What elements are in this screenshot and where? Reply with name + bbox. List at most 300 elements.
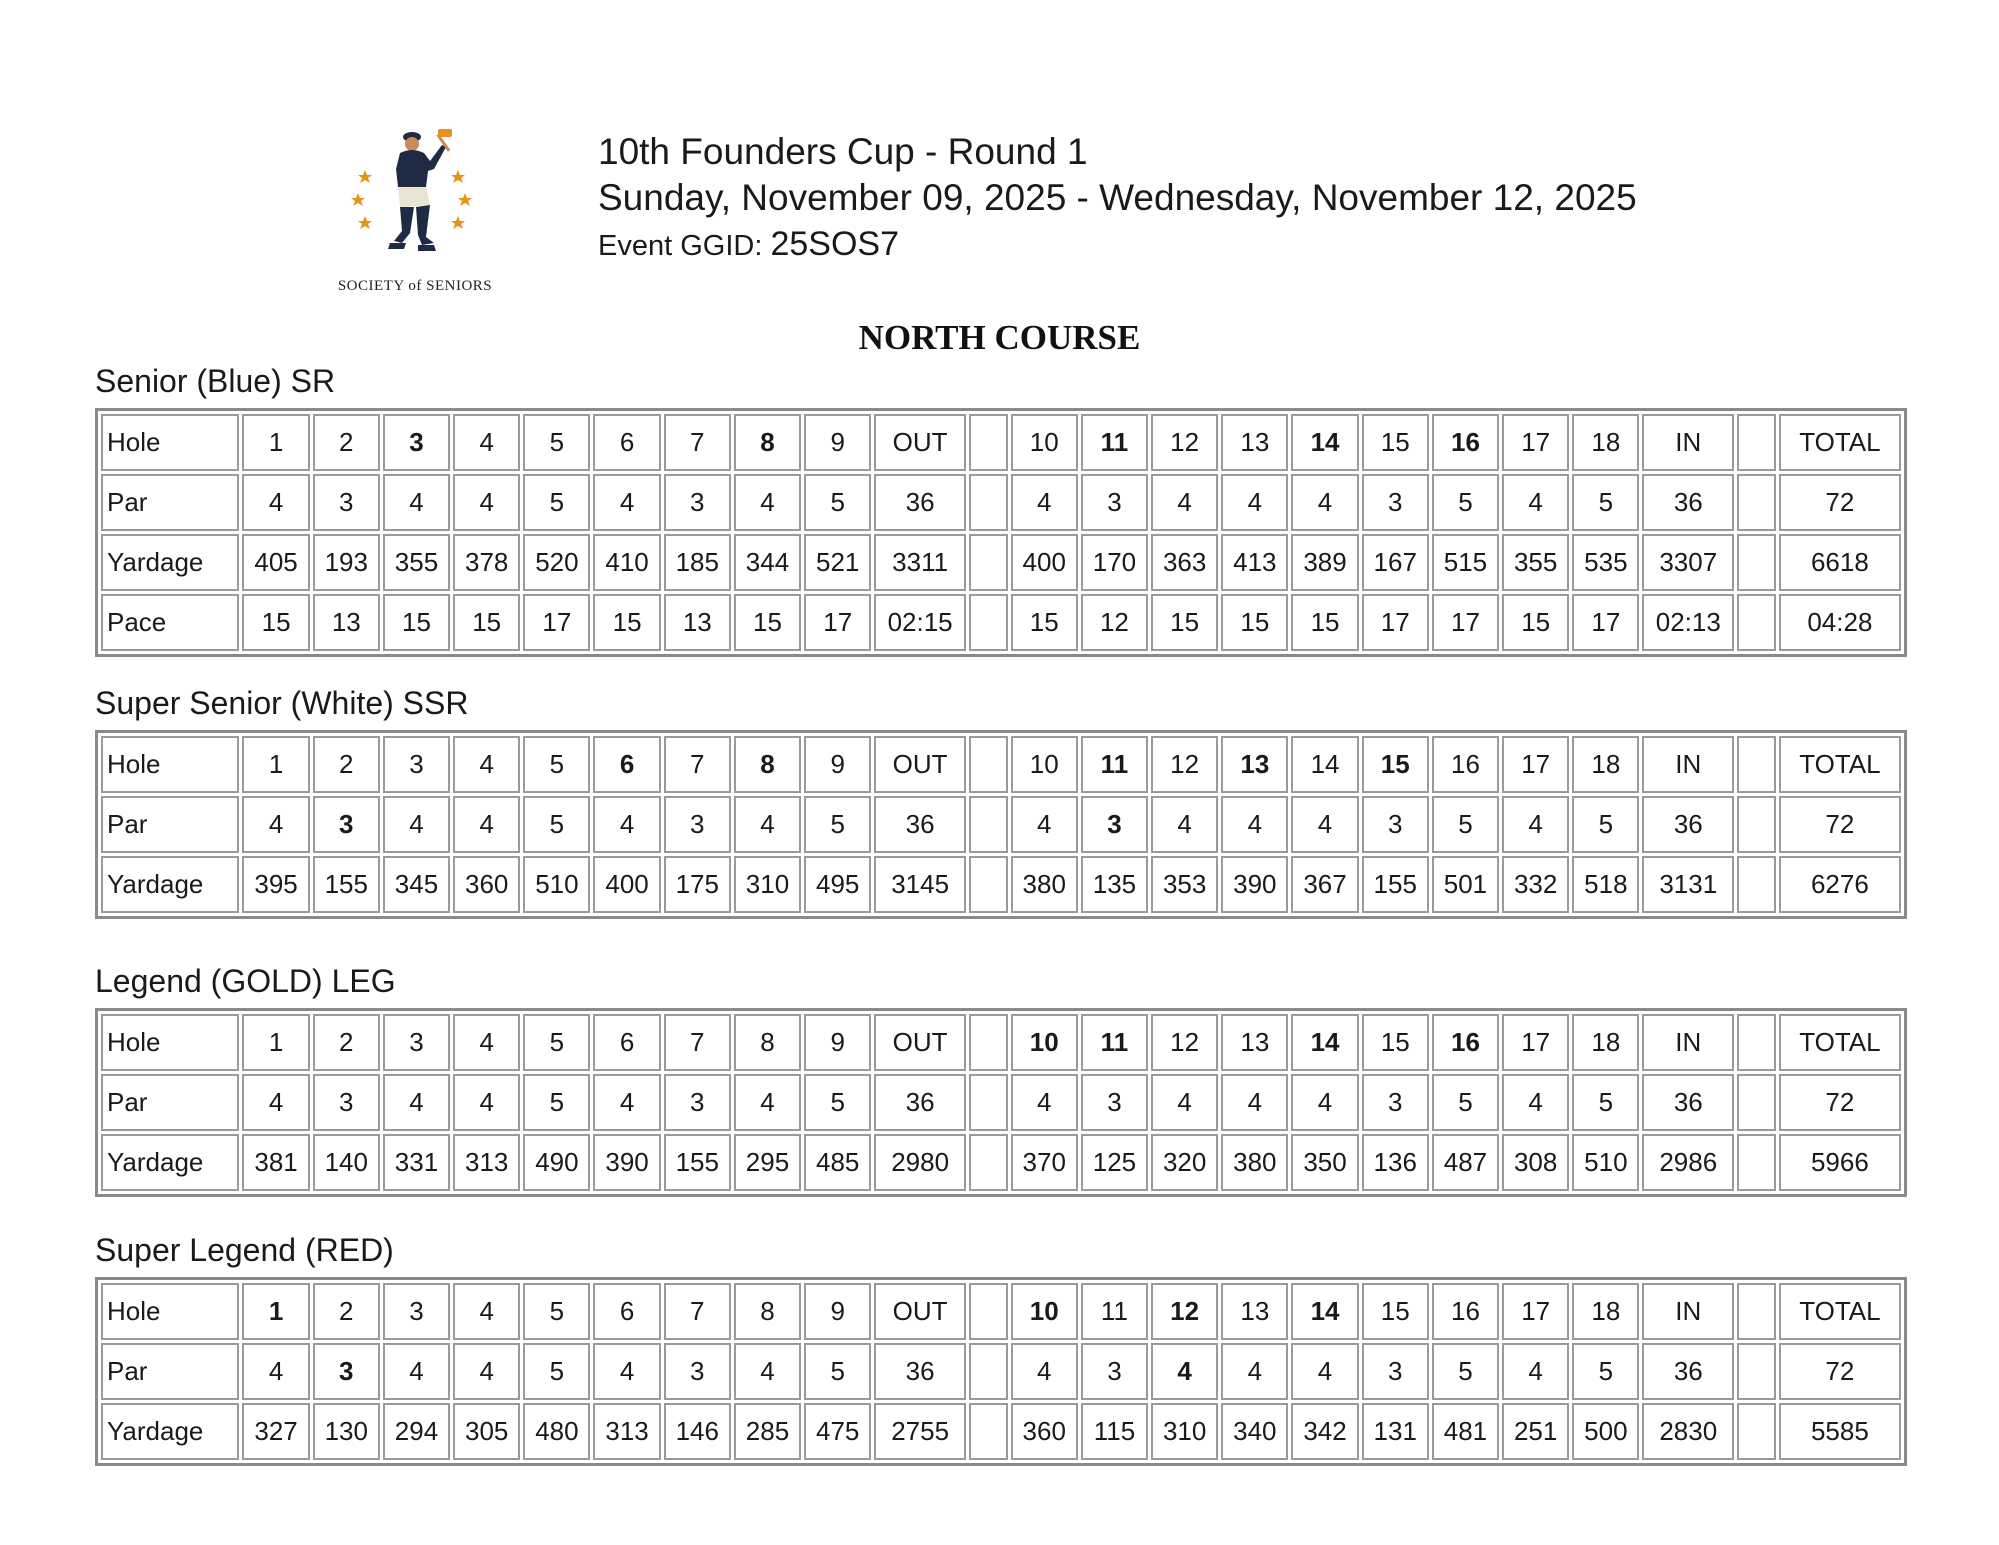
table-cell: 400 [1011, 534, 1078, 591]
table-cell: 3 [1081, 1343, 1148, 1400]
row-label: Yardage [101, 534, 239, 591]
table-cell: 4 [242, 1074, 309, 1131]
table-cell: 360 [453, 856, 520, 913]
row-label: Hole [101, 736, 239, 793]
table-cell: IN [1642, 736, 1734, 793]
table-cell: 15 [383, 594, 450, 651]
table-cell: 3 [1362, 474, 1429, 531]
table-cell: 5 [804, 474, 871, 531]
table-cell: 2755 [874, 1403, 966, 1460]
table-cell: 389 [1291, 534, 1358, 591]
table-cell: 15 [734, 594, 801, 651]
table-cell: 353 [1151, 856, 1218, 913]
table-cell: 295 [734, 1134, 801, 1191]
table-cell: TOTAL [1779, 1014, 1901, 1071]
table-cell: 3 [383, 414, 450, 471]
table-cell: 4 [1151, 1074, 1218, 1131]
spacer-cell [1737, 1283, 1776, 1340]
table-cell: 4 [1011, 1343, 1078, 1400]
spacer-cell [1737, 1074, 1776, 1131]
table-cell: 4 [1291, 474, 1358, 531]
table-cell: 487 [1432, 1134, 1499, 1191]
table-cell: 12 [1151, 736, 1218, 793]
table-cell: IN [1642, 1014, 1734, 1071]
table-cell: 15 [593, 594, 660, 651]
table-cell: 5 [523, 474, 590, 531]
header-row [101, 1283, 1901, 1340]
table-cell: 405 [242, 534, 309, 591]
table-cell: 3307 [1642, 534, 1734, 591]
table-cell: 480 [523, 1403, 590, 1460]
table-cell: 15 [453, 594, 520, 651]
table-cell: 136 [1362, 1134, 1429, 1191]
table-cell: 510 [1572, 1134, 1639, 1191]
table-cell: 410 [593, 534, 660, 591]
spacer-cell [969, 534, 1008, 591]
table-cell: TOTAL [1779, 414, 1901, 471]
table-cell: 9 [804, 1014, 871, 1071]
society-of-seniors-logo [330, 125, 500, 300]
table-cell: 340 [1221, 1403, 1288, 1460]
table-cell: 11 [1081, 736, 1148, 793]
table-cell: 4 [734, 474, 801, 531]
spacer-cell [969, 736, 1008, 793]
table-cell: 16 [1432, 1283, 1499, 1340]
table-cell: IN [1642, 1283, 1734, 1340]
table-cell: 4 [1502, 474, 1569, 531]
table-cell: 5 [1572, 1343, 1639, 1400]
spacer-cell [1737, 1343, 1776, 1400]
table-cell: 4 [1502, 1074, 1569, 1131]
table-cell: 3 [664, 1074, 731, 1131]
table-cell: 193 [313, 534, 380, 591]
table-cell: 521 [804, 534, 871, 591]
table-cell: 3 [1362, 1343, 1429, 1400]
table-cell: 3 [1081, 474, 1148, 531]
table-cell: 36 [1642, 474, 1734, 531]
table-cell: 4 [593, 1074, 660, 1131]
table-cell: 02:15 [874, 594, 966, 651]
table-cell: 9 [804, 414, 871, 471]
table-cell: 3131 [1642, 856, 1734, 913]
table-cell: 331 [383, 1134, 450, 1191]
table-cell: 5966 [1779, 1134, 1901, 1191]
table-cell: 370 [1011, 1134, 1078, 1191]
table-cell: 7 [664, 1014, 731, 1071]
table-cell: 378 [453, 534, 520, 591]
table-cell: 36 [1642, 1343, 1734, 1400]
tee-title: Super Legend (RED) [95, 1232, 394, 1268]
table-cell: 520 [523, 534, 590, 591]
table-cell: 5 [1572, 796, 1639, 853]
table-cell: 8 [734, 736, 801, 793]
table-cell: 3 [1362, 1074, 1429, 1131]
table-cell: 294 [383, 1403, 450, 1460]
table-row [101, 1074, 1901, 1131]
table-cell: 500 [1572, 1403, 1639, 1460]
table-cell: 36 [874, 796, 966, 853]
row-label: Yardage [101, 1403, 239, 1460]
spacer-cell [1737, 534, 1776, 591]
row-label: Hole [101, 1014, 239, 1071]
table-cell: 72 [1779, 796, 1901, 853]
table-cell: 380 [1221, 1134, 1288, 1191]
table-cell: 2 [313, 1283, 380, 1340]
table-cell: 17 [1502, 736, 1569, 793]
table-cell: 342 [1291, 1403, 1358, 1460]
table-cell: 9 [804, 1283, 871, 1340]
tee-title: Super Senior (White) SSR [95, 685, 469, 721]
table-cell: 17 [1502, 1283, 1569, 1340]
table-row [101, 534, 1901, 591]
table-cell: 5 [804, 1343, 871, 1400]
spacer-cell [1737, 736, 1776, 793]
table-cell: 17 [523, 594, 590, 651]
table-cell: 15 [1362, 736, 1429, 793]
org-name: SOCIETY of SENIORS [337, 278, 493, 294]
table-cell: 5 [523, 1014, 590, 1071]
table-cell: 6 [593, 1283, 660, 1340]
table-cell: 390 [1221, 856, 1288, 913]
table-cell: 135 [1081, 856, 1148, 913]
table-cell: 3 [383, 1014, 450, 1071]
table-cell: 10 [1011, 736, 1078, 793]
tee-title: Senior (Blue) SR [95, 363, 336, 399]
table-cell: 3 [1362, 796, 1429, 853]
table-cell: 5 [523, 1283, 590, 1340]
table-cell: 16 [1432, 1014, 1499, 1071]
table-cell: 15 [1011, 594, 1078, 651]
table-cell: 3 [664, 796, 731, 853]
table-cell: 130 [313, 1403, 380, 1460]
table-cell: 18 [1572, 1283, 1639, 1340]
course-title: NORTH COURSE [858, 318, 1141, 357]
table-cell: 14 [1291, 736, 1358, 793]
spacer-cell [969, 474, 1008, 531]
table-cell: 125 [1081, 1134, 1148, 1191]
spacer-cell [1737, 1403, 1776, 1460]
table-cell: 4 [242, 474, 309, 531]
table-cell: 3311 [874, 534, 966, 591]
table-cell: 2 [313, 414, 380, 471]
table-cell: 285 [734, 1403, 801, 1460]
table-cell: 14 [1291, 1283, 1358, 1340]
table-cell: 5 [523, 414, 590, 471]
table-cell: 15 [1291, 594, 1358, 651]
table-cell: 13 [664, 594, 731, 651]
table-cell: 4 [593, 474, 660, 531]
table-cell: 3 [1081, 1074, 1148, 1131]
table-cell: 72 [1779, 474, 1901, 531]
table-cell: 12 [1151, 1014, 1218, 1071]
table-cell: OUT [874, 1283, 966, 1340]
tee-title: Legend (GOLD) LEG [95, 963, 396, 999]
table-cell: 15 [1502, 594, 1569, 651]
table-cell: 18 [1572, 736, 1639, 793]
table-cell: 1 [242, 1014, 309, 1071]
table-cell: 481 [1432, 1403, 1499, 1460]
table-cell: 04:28 [1779, 594, 1901, 651]
table-cell: 7 [664, 1283, 731, 1340]
table-cell: 18 [1572, 1014, 1639, 1071]
table-cell: 5 [523, 796, 590, 853]
table-cell: 36 [874, 1074, 966, 1131]
row-label: Par [101, 474, 239, 531]
spacer-cell [1737, 856, 1776, 913]
table-cell: 5 [804, 796, 871, 853]
table-cell: 4 [593, 796, 660, 853]
table-cell: 413 [1221, 534, 1288, 591]
table-cell: 155 [1362, 856, 1429, 913]
ggid-value: 25SOS7 [770, 225, 899, 263]
table-cell: 17 [1502, 414, 1569, 471]
table-cell: 17 [1572, 594, 1639, 651]
table-cell: 6276 [1779, 856, 1901, 913]
table-cell: 3145 [874, 856, 966, 913]
table-cell: 1 [242, 414, 309, 471]
table-cell: 355 [1502, 534, 1569, 591]
table-row [101, 1134, 1901, 1191]
row-label: Par [101, 1074, 239, 1131]
golfer-icon [330, 125, 500, 275]
row-label: Hole [101, 1283, 239, 1340]
table-cell: 170 [1081, 534, 1148, 591]
table-cell: 12 [1081, 594, 1148, 651]
spacer-cell [969, 796, 1008, 853]
table-cell: 175 [664, 856, 731, 913]
table-cell: 36 [1642, 796, 1734, 853]
table-cell: 4 [383, 796, 450, 853]
spacer-cell [1737, 414, 1776, 471]
table-cell: 4 [453, 474, 520, 531]
table-cell: 4 [734, 796, 801, 853]
table-cell: 17 [1362, 594, 1429, 651]
table-cell: 3 [313, 796, 380, 853]
ggid-label: Event GGID: [598, 230, 763, 262]
table-cell: 5 [1572, 1074, 1639, 1131]
table-cell: 167 [1362, 534, 1429, 591]
table-cell: 72 [1779, 1074, 1901, 1131]
table-cell: 344 [734, 534, 801, 591]
table-cell: 4 [1221, 1343, 1288, 1400]
table-cell: 8 [734, 414, 801, 471]
scorecard-table [95, 1277, 1907, 1466]
table-cell: IN [1642, 414, 1734, 471]
table-cell: 3 [313, 1074, 380, 1131]
header-row [101, 414, 1901, 471]
table-cell: 15 [1362, 1283, 1429, 1340]
table-cell: 4 [1221, 796, 1288, 853]
table-cell: 1 [242, 1283, 309, 1340]
table-cell: 15 [1221, 594, 1288, 651]
table-cell: 475 [804, 1403, 871, 1460]
table-cell: 13 [313, 594, 380, 651]
spacer-cell [1737, 1134, 1776, 1191]
table-cell: 4 [593, 1343, 660, 1400]
table-cell: 4 [383, 474, 450, 531]
table-cell: 381 [242, 1134, 309, 1191]
table-cell: 4 [1502, 796, 1569, 853]
spacer-cell [969, 856, 1008, 913]
table-cell: 10 [1011, 414, 1078, 471]
event-ggid [598, 225, 899, 264]
scorecard-table [95, 730, 1907, 919]
table-cell: 13 [1221, 1283, 1288, 1340]
table-cell: 36 [1642, 1074, 1734, 1131]
table-cell: 17 [1502, 1014, 1569, 1071]
table-cell: 7 [664, 414, 731, 471]
table-cell: 5 [523, 1074, 590, 1131]
table-row [101, 1343, 1901, 1400]
spacer-cell [969, 414, 1008, 471]
spacer-cell [969, 1014, 1008, 1071]
table-cell: 4 [1151, 1343, 1218, 1400]
table-cell: 5585 [1779, 1403, 1901, 1460]
table-cell: 11 [1081, 1283, 1148, 1340]
spacer-cell [969, 1343, 1008, 1400]
table-cell: 11 [1081, 414, 1148, 471]
table-cell: 510 [523, 856, 590, 913]
table-cell: 15 [1151, 594, 1218, 651]
table-cell: OUT [874, 414, 966, 471]
table-cell: 4 [383, 1343, 450, 1400]
table-cell: 390 [593, 1134, 660, 1191]
table-cell: 345 [383, 856, 450, 913]
table-cell: 9 [804, 736, 871, 793]
table-cell: 13 [1221, 1014, 1288, 1071]
table-cell: 6618 [1779, 534, 1901, 591]
table-row [101, 856, 1901, 913]
row-label: Yardage [101, 856, 239, 913]
event-dates: Sunday, November 09, 2025 - Wednesday, November 12, 2025 [598, 177, 1637, 218]
table-cell: 3 [664, 1343, 731, 1400]
table-cell: 4 [734, 1343, 801, 1400]
table-cell: 5 [523, 1343, 590, 1400]
scorecard-table [95, 1008, 1907, 1197]
table-cell: 7 [664, 736, 731, 793]
table-cell: 4 [242, 1343, 309, 1400]
table-cell: 4 [453, 1343, 520, 1400]
table-cell: 8 [734, 1283, 801, 1340]
table-cell: 12 [1151, 414, 1218, 471]
table-cell: 36 [874, 1343, 966, 1400]
table-cell: 13 [1221, 414, 1288, 471]
table-cell: 72 [1779, 1343, 1901, 1400]
table-cell: 16 [1432, 736, 1499, 793]
row-label: Par [101, 796, 239, 853]
table-cell: 4 [383, 1074, 450, 1131]
table-cell: 490 [523, 1134, 590, 1191]
event-title: 10th Founders Cup - Round 1 [598, 131, 1088, 172]
spacer-cell [1737, 796, 1776, 853]
table-cell: 367 [1291, 856, 1358, 913]
table-cell: 4 [453, 796, 520, 853]
table-cell: 5 [1572, 474, 1639, 531]
table-cell: 313 [593, 1403, 660, 1460]
table-cell: 2 [313, 736, 380, 793]
table-cell: 146 [664, 1403, 731, 1460]
header-row [101, 1014, 1901, 1071]
header-row [101, 736, 1901, 793]
table-cell: 6 [593, 414, 660, 471]
table-cell: 4 [1011, 796, 1078, 853]
table-cell: 155 [313, 856, 380, 913]
table-cell: 12 [1151, 1283, 1218, 1340]
spacer-cell [1737, 1014, 1776, 1071]
table-cell: 15 [1362, 414, 1429, 471]
table-cell: 4 [1151, 796, 1218, 853]
table-cell: 4 [453, 1283, 520, 1340]
table-cell: 15 [1362, 1014, 1429, 1071]
table-cell: 185 [664, 534, 731, 591]
table-cell: 4 [1011, 474, 1078, 531]
table-cell: 4 [242, 796, 309, 853]
table-cell: 10 [1011, 1283, 1078, 1340]
table-cell: 131 [1362, 1403, 1429, 1460]
table-cell: 327 [242, 1403, 309, 1460]
table-cell: 535 [1572, 534, 1639, 591]
table-cell: 515 [1432, 534, 1499, 591]
spacer-cell [969, 1283, 1008, 1340]
table-cell: 5 [804, 1074, 871, 1131]
scorecard-table [95, 408, 1907, 657]
row-label: Par [101, 1343, 239, 1400]
table-cell: 11 [1081, 1014, 1148, 1071]
row-label: Pace [101, 594, 239, 651]
table-cell: OUT [874, 736, 966, 793]
table-cell: 1 [242, 736, 309, 793]
table-cell: 6 [593, 736, 660, 793]
table-cell: 380 [1011, 856, 1078, 913]
spacer-cell [969, 594, 1008, 651]
table-cell: OUT [874, 1014, 966, 1071]
row-label: Yardage [101, 1134, 239, 1191]
table-cell: 3 [383, 736, 450, 793]
table-cell: 6 [593, 1014, 660, 1071]
table-row [101, 796, 1901, 853]
table-cell: 360 [1011, 1403, 1078, 1460]
table-cell: 14 [1291, 1014, 1358, 1071]
table-cell: 251 [1502, 1403, 1569, 1460]
table-cell: 2830 [1642, 1403, 1734, 1460]
table-cell: 155 [664, 1134, 731, 1191]
table-row [101, 1403, 1901, 1460]
table-cell: 4 [1291, 1074, 1358, 1131]
table-row [101, 474, 1901, 531]
table-cell: 4 [734, 1074, 801, 1131]
table-cell: 400 [593, 856, 660, 913]
table-cell: 350 [1291, 1134, 1358, 1191]
table-cell: 15 [242, 594, 309, 651]
table-cell: 4 [453, 1074, 520, 1131]
table-cell: 310 [734, 856, 801, 913]
table-cell: TOTAL [1779, 1283, 1901, 1340]
table-cell: 4 [1502, 1343, 1569, 1400]
table-cell: 10 [1011, 1014, 1078, 1071]
table-cell: 4 [453, 736, 520, 793]
table-cell: 4 [1151, 474, 1218, 531]
table-cell: 495 [804, 856, 871, 913]
table-cell: 36 [874, 474, 966, 531]
table-cell: 5 [1432, 796, 1499, 853]
spacer-cell [969, 1134, 1008, 1191]
table-cell: 4 [453, 1014, 520, 1071]
table-cell: 5 [1432, 1074, 1499, 1131]
table-cell: 3 [664, 474, 731, 531]
table-cell: 3 [383, 1283, 450, 1340]
table-cell: 115 [1081, 1403, 1148, 1460]
table-cell: 16 [1432, 414, 1499, 471]
